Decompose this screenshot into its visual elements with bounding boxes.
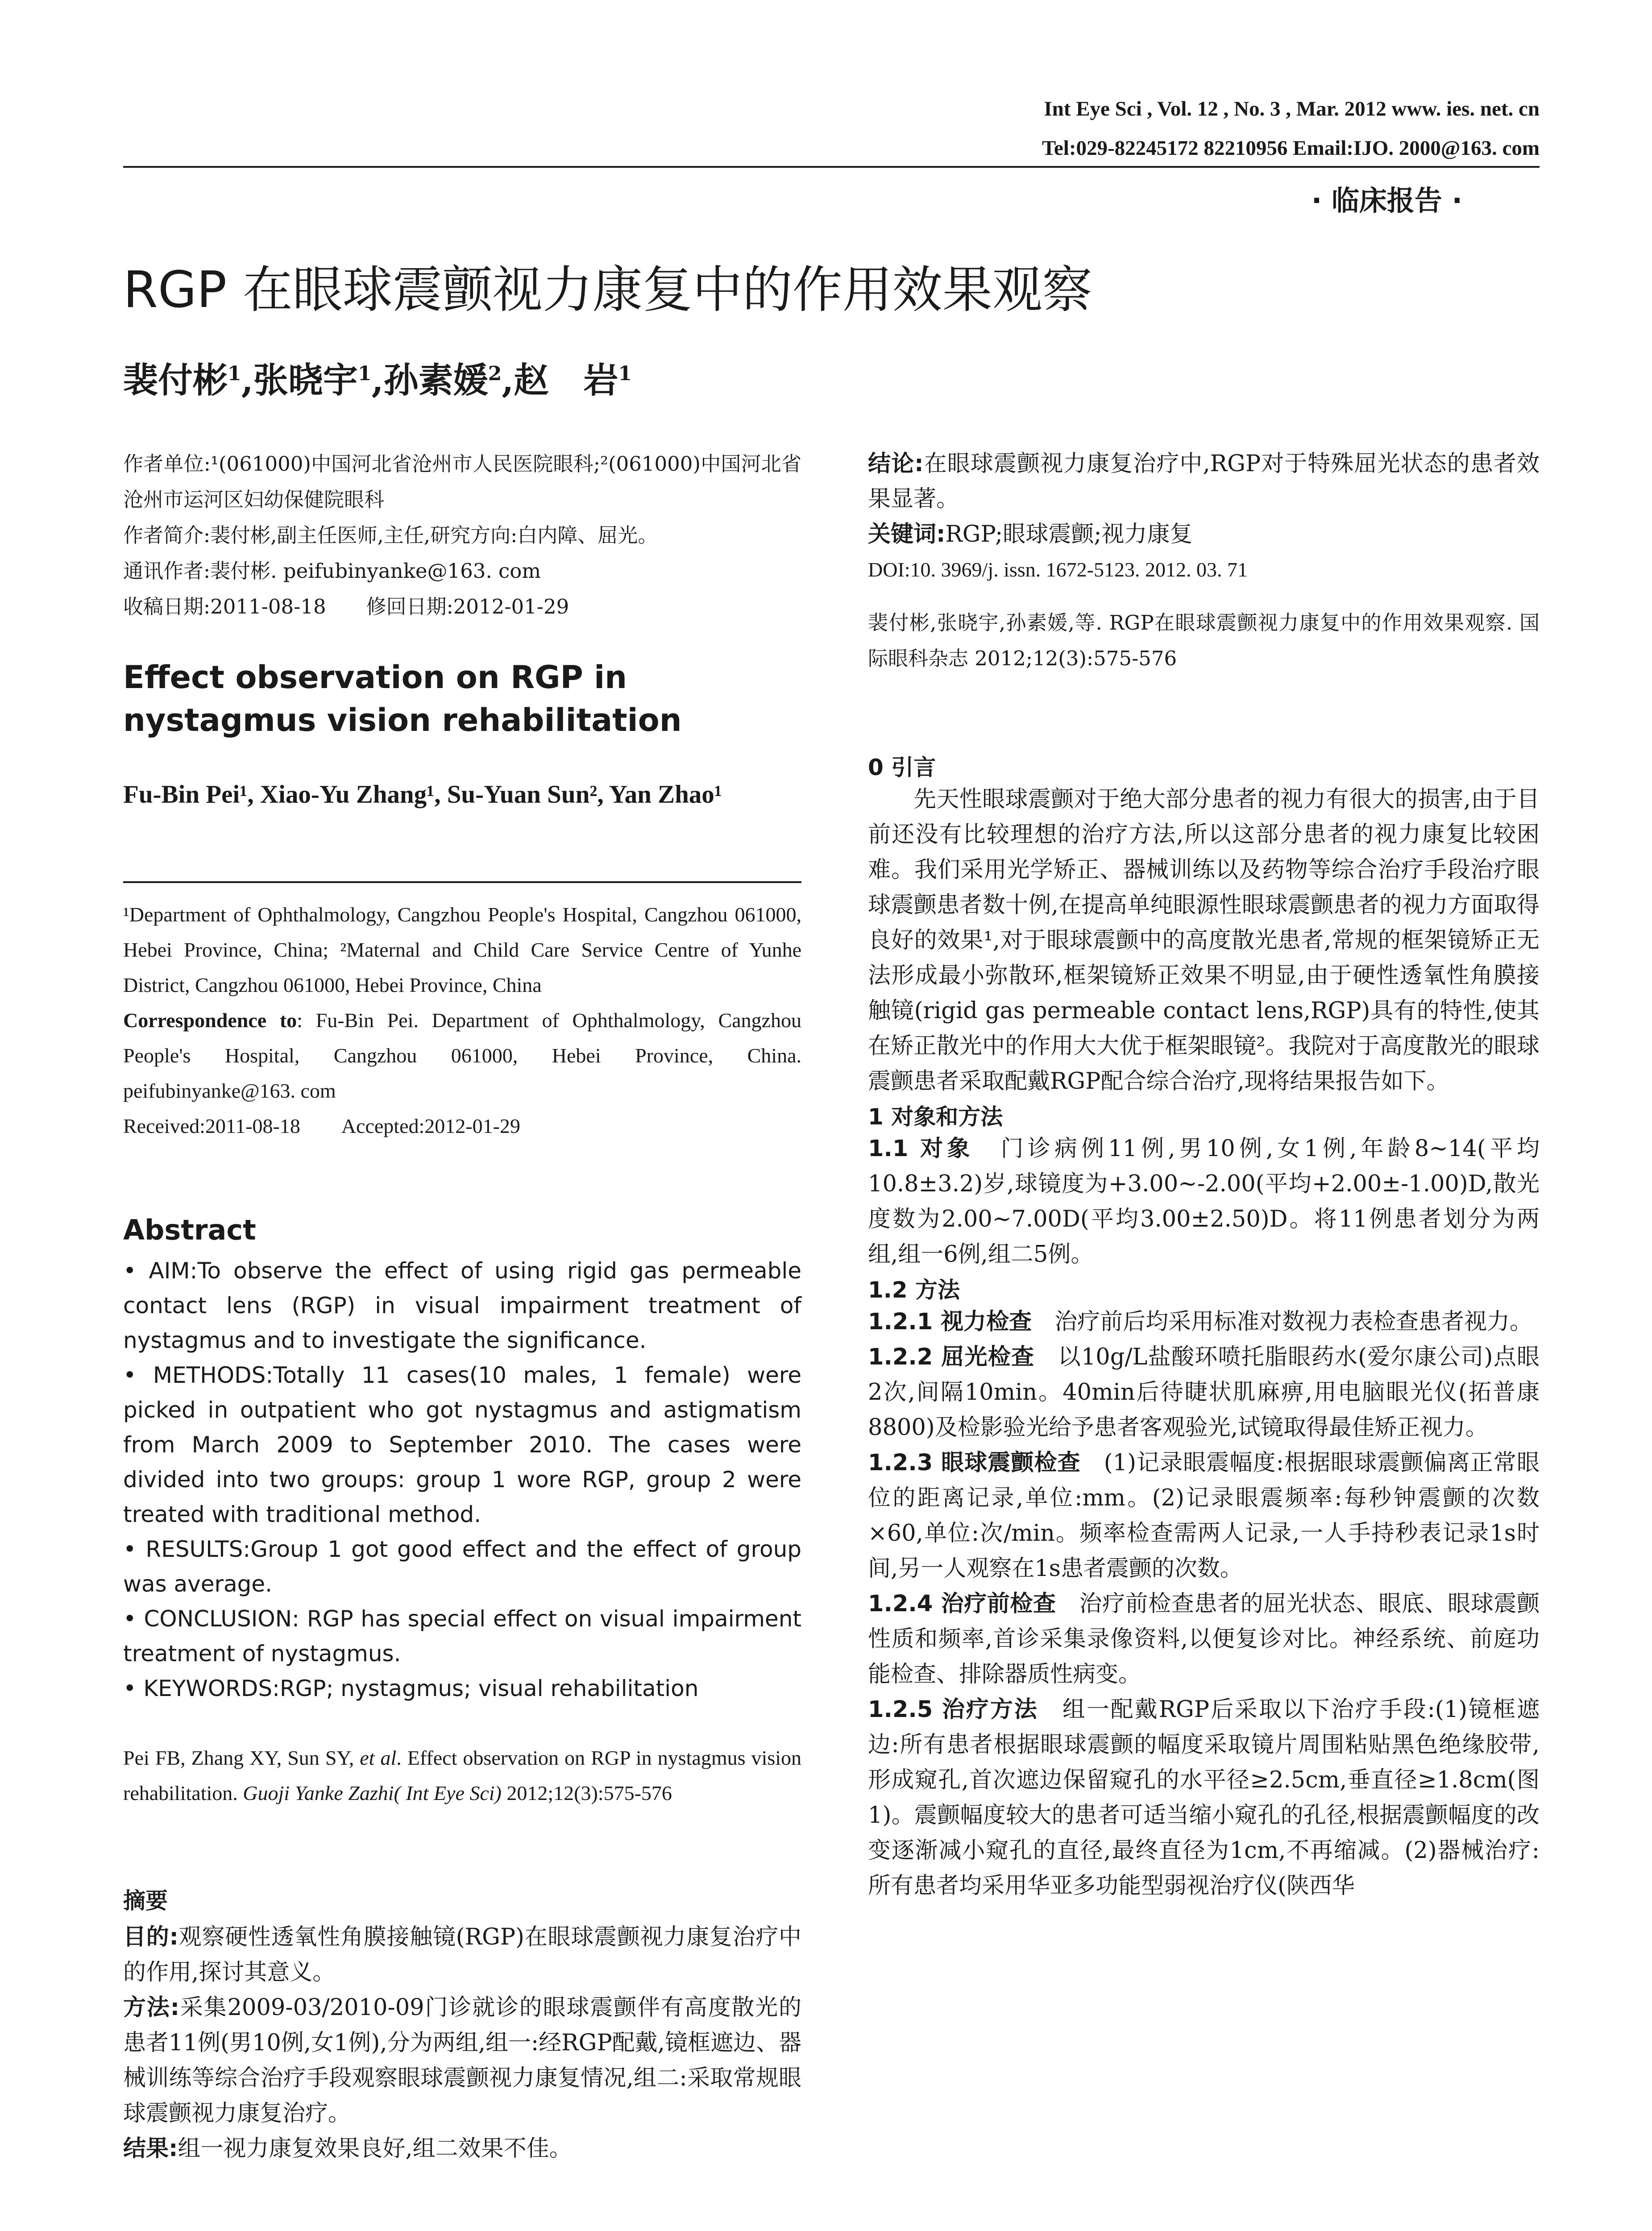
cn-conclusion (868, 446, 1540, 517)
cn-label-keywords: 关键词: (868, 521, 946, 547)
english-citation (123, 1740, 801, 1811)
cn-abstract-methods (123, 1990, 801, 2131)
abstract-results: • RESULTS:Group 1 got good effect and the effect of group was average. (123, 1536, 801, 1597)
citation-authors: Pei FB, Zhang XY, Sun SY, (123, 1746, 360, 1769)
english-affiliation: ¹Department of Ophthalmology, Cangzhou People's Hospital, Cangzhou 061000, Hebei Province, China; ²Maternal and Child Care Service Centre of Yunhe District, Cangzhou 061000, Hebei Province, China (123, 903, 801, 996)
subsection-1-2-3 (868, 1445, 1540, 1586)
section0-heading: 0 引言 (868, 755, 936, 780)
author-aff: 1 (357, 362, 372, 385)
subsection-1-2-heading: 1.2 方法 (868, 1277, 960, 1303)
abstract-methods: • METHODS:Totally 11 cases(10 males, 1 female) were picked in outpatient who got nystagmus and astigmatism from March 2009 to September 2010. The cases were divided into two groups: group 1 wore RGP, group 2 were treated with traditional method. (123, 1362, 801, 1527)
s123-label: 1.2.3 眼球震颤检查 (868, 1450, 1081, 1476)
cn-text-keywords: RGP;眼球震颤;视力康复 (945, 521, 1193, 547)
cn-label-conclusion: 结论: (868, 451, 924, 477)
s122-label: 1.2.2 屈光检查 (868, 1344, 1035, 1370)
authors-cn: 裴付彬$^1$,张晓宇$^1$,孙素媛$^2$,赵 岩$^1$ (123, 360, 632, 401)
abstract-aim: • AIM:To observe the effect of using rigid gas permeable contact lens (RGP) in visual impairment treatment of nystagmus and to investigate the significance. (123, 1258, 801, 1353)
chinese-citation: 裴付彬,张晓宇,孙素媛,等. RGP在眼球震颤视力康复中的作用效果观察. 国际眼科杂志 2012;12(3):575-576 (868, 611, 1540, 670)
author-aff: 2 (488, 362, 502, 385)
journal-header-line1: Int Eye Sci , Vol. 12 , No. 3 , Mar. 2012 www. ies. net. cn (1044, 97, 1540, 120)
cn-text-objective: 观察硬性透氧性角膜接触镜(RGP)在眼球震颤视力康复治疗中的作用,探讨其意义。 (123, 1924, 801, 1986)
citation-title: . Effect observation on RGP in nystagmus vision rehabilitation. (123, 1746, 802, 1804)
citation-etal: et al (360, 1746, 397, 1769)
cn-text-methods: 采集2009-03/2010-09门诊就诊的眼球震颤伴有高度散光的患者11例(男10例,女1例),分为两组,组一:经RGP配戴,镜框遮边、器械训练等综合治疗手段观察眼球震颤视力康复情况,组二:采取常规眼球震颤视力康复治疗。 (123, 1995, 801, 2127)
cn-abstract-objective (123, 1920, 801, 1990)
intro-paragraph: 先天性眼球震颤对于绝大部分患者的视力有很大的损害,由于目前还没有比较理想的治疗方法,所以这部分患者的视力康复比较困难。我们采用光学矫正、器械训练以及药物等综合治疗手段治疗眼球震颤患者数十例,在提高单纯眼源性眼球震颤患者的视力方面取得良好的效果¹,对于眼球震颤中的高度散光患者,常规的框架镜矫正无法形成最小弥散环,框架镜矫正效果不明显,由于硬性透氧性角膜接触镜(rigid gas permeable contact lens,RGP)具有的特性,使其在矫正散光中的作用大大优于框架眼镜²。我院对于高度散光的眼球震颤患者采取配戴RGP配合综合治疗,现将结果报告如下。 (868, 786, 1540, 1095)
cn-summary-block (868, 446, 1540, 676)
cn-text-conclusion: 在眼球震颤视力康复治疗中,RGP对于特殊屈光状态的患者效果显著。 (868, 451, 1540, 512)
english-affiliation-block (123, 897, 801, 1144)
author-name: 裴付彬 (123, 360, 228, 401)
s124-text: 治疗前检查患者的屈光状态、眼底、眼球震颤性质和频率,首诊采集录像资料,以便复诊对比。神经系统、前庭功能检查、排除器质性病变。 (868, 1591, 1540, 1688)
subsection-1-2-5 (868, 1692, 1540, 1903)
section-tag: · 临床报告 · (1311, 184, 1462, 217)
s121-text: 治疗前后均采用标准对数视力表检查患者视力。 (1054, 1309, 1532, 1335)
cn-keywords (868, 517, 1540, 552)
correspondence-label: Correspondence to (123, 1009, 297, 1032)
journal-header-line2: Tel:029-82245172 82210956 Email:IJO. 2000@163. com (1042, 137, 1540, 160)
author-info-block (123, 446, 801, 625)
correspondence-text: : Fu-Bin Pei. Department of Ophthalmology, Cangzhou People's Hospital, Cangzhou 061000, Hebei Province, China. peifubinyanke@163. com (123, 1009, 801, 1102)
english-title: Effect observation on RGP in nystagmus vision rehabilitation (123, 659, 682, 738)
chinese-abstract-heading: 摘要 (123, 1888, 168, 1914)
received-accepted: Received:2011-08-18 Accepted:2012-01-29 (123, 1115, 520, 1137)
subsection-1-2-1 (868, 1304, 1540, 1339)
doi: DOI:10. 3969/j. issn. 1672-5123. 2012. 03. 71 (868, 558, 1248, 581)
cn-label-objective: 目的: (123, 1924, 178, 1950)
cn-label-methods: 方法: (123, 1995, 180, 2021)
s123-text: (1)记录眼震幅度:根据眼球震颤偏离正常眼位的距离记录,单位:mm。(2)记录眼震频率:每秒钟震颤的次数×60,单位:次/min。频率检查需两人记录,一人手持秒表记录1s时间,另一人观察在1s患者震颤的次数。 (868, 1450, 1540, 1582)
subsection-1-1 (868, 1131, 1540, 1272)
english-title-block (123, 656, 801, 742)
english-authors-block (123, 776, 801, 813)
author-name: 孙素媛 (383, 360, 488, 401)
s125-label: 1.2.5 治疗方法 (868, 1696, 1038, 1723)
section1-heading: 1 对象和方法 (868, 1104, 1003, 1130)
abstract-keywords: • KEYWORDS:RGP; nystagmus; visual rehabilitation (123, 1675, 699, 1701)
english-authors: Fu-Bin Pei¹, Xiao-Yu Zhang¹, Su-Yuan Sun², Yan Zhao¹ (123, 780, 722, 809)
body-text-block (868, 750, 1540, 1903)
chinese-abstract-block (123, 1883, 801, 2166)
paper-title: RGP 在眼球震颤视力康复中的作用效果观察 (123, 261, 1092, 319)
authors-divider (123, 881, 801, 883)
correspondence (123, 1003, 801, 1108)
citation-volume: 2012;12(3):575-576 (501, 1782, 672, 1804)
cn-text-results: 组一视力康复效果良好,组二效果不佳。 (178, 2136, 572, 2162)
s122-text: 以10g/L盐酸环喷托脂眼药水(爱尔康公司)点眼2次,间隔10min。40min后待睫状肌麻痹,用电脑眼光仪(拓普康8800)及检影验光给予患者客观验光,试镜取得最佳矫正视力。 (868, 1344, 1540, 1441)
abstract-conclusion: • CONCLUSION: RGP has special effect on visual impairment treatment of nystagmus. (123, 1606, 801, 1667)
abstract-heading: Abstract (123, 1214, 256, 1246)
author-affiliation: 作者单位:¹(061000)中国河北省沧州市人民医院眼科;²(061000)中国河北省沧州市运河区妇幼保健院眼科 (123, 452, 801, 511)
header-rule (123, 166, 1540, 168)
subsection-1-2-4 (868, 1586, 1540, 1692)
s124-label: 1.2.4 治疗前检查 (868, 1591, 1056, 1617)
journal-header (781, 89, 1540, 168)
author-name: 张晓宇 (253, 360, 358, 401)
author-aff: 1 (618, 362, 632, 385)
s11-label: 1.1 对象 (868, 1136, 974, 1162)
s11-text: 门诊病例11例,男10例,女1例,年龄8~14(平均10.8±3.2)岁,球镜度为+3.00~-2.00(平均+2.00±-1.00)D,散光度数为2.00~7.00D(平均3.00±2.50)D。将11例患者划分为两组,组一6例,组二5例。 (868, 1136, 1540, 1268)
subsection-1-2-2 (868, 1339, 1540, 1445)
s125-text: 组一配戴RGP后采取以下治疗手段:(1)镜框遮边:所有患者根据眼球震颤的幅度采取镜片周围粘贴黑色绝缘胶带,形成窥孔,首次遮边保留窥孔的水平径≥2.5cm,垂直径≥1.8cm(图1)。震颤幅度较大的患者可适当缩小窥孔的孔径,根据震颤幅度的改变逐渐减小窥孔的直径,最终直径为1cm,不再缩减。(2)器械治疗:所有患者均采用华亚多功能型弱视治疗仪(陕西华 (868, 1696, 1540, 1899)
abstract-block (123, 1214, 801, 1706)
author-bio: 作者简介:裴付彬,副主任医师,主任,研究方向:白内障、屈光。 (123, 523, 658, 547)
english-citation-block (123, 1740, 801, 1811)
received-dates: 收稿日期:2011-08-18 修回日期:2012-01-29 (123, 595, 569, 618)
cn-abstract-results (123, 2131, 801, 2166)
cn-label-results: 结果: (123, 2136, 178, 2162)
s121-label: 1.2.1 视力检查 (868, 1309, 1032, 1335)
author-aff: 1 (228, 362, 241, 385)
citation-journal: Guoji Yanke Zazhi( Int Eye Sci) (243, 1782, 502, 1804)
author-name: 赵 岩 (514, 360, 618, 401)
corresponding-author: 通讯作者:裴付彬. peifubinyanke@163. com (123, 559, 541, 583)
